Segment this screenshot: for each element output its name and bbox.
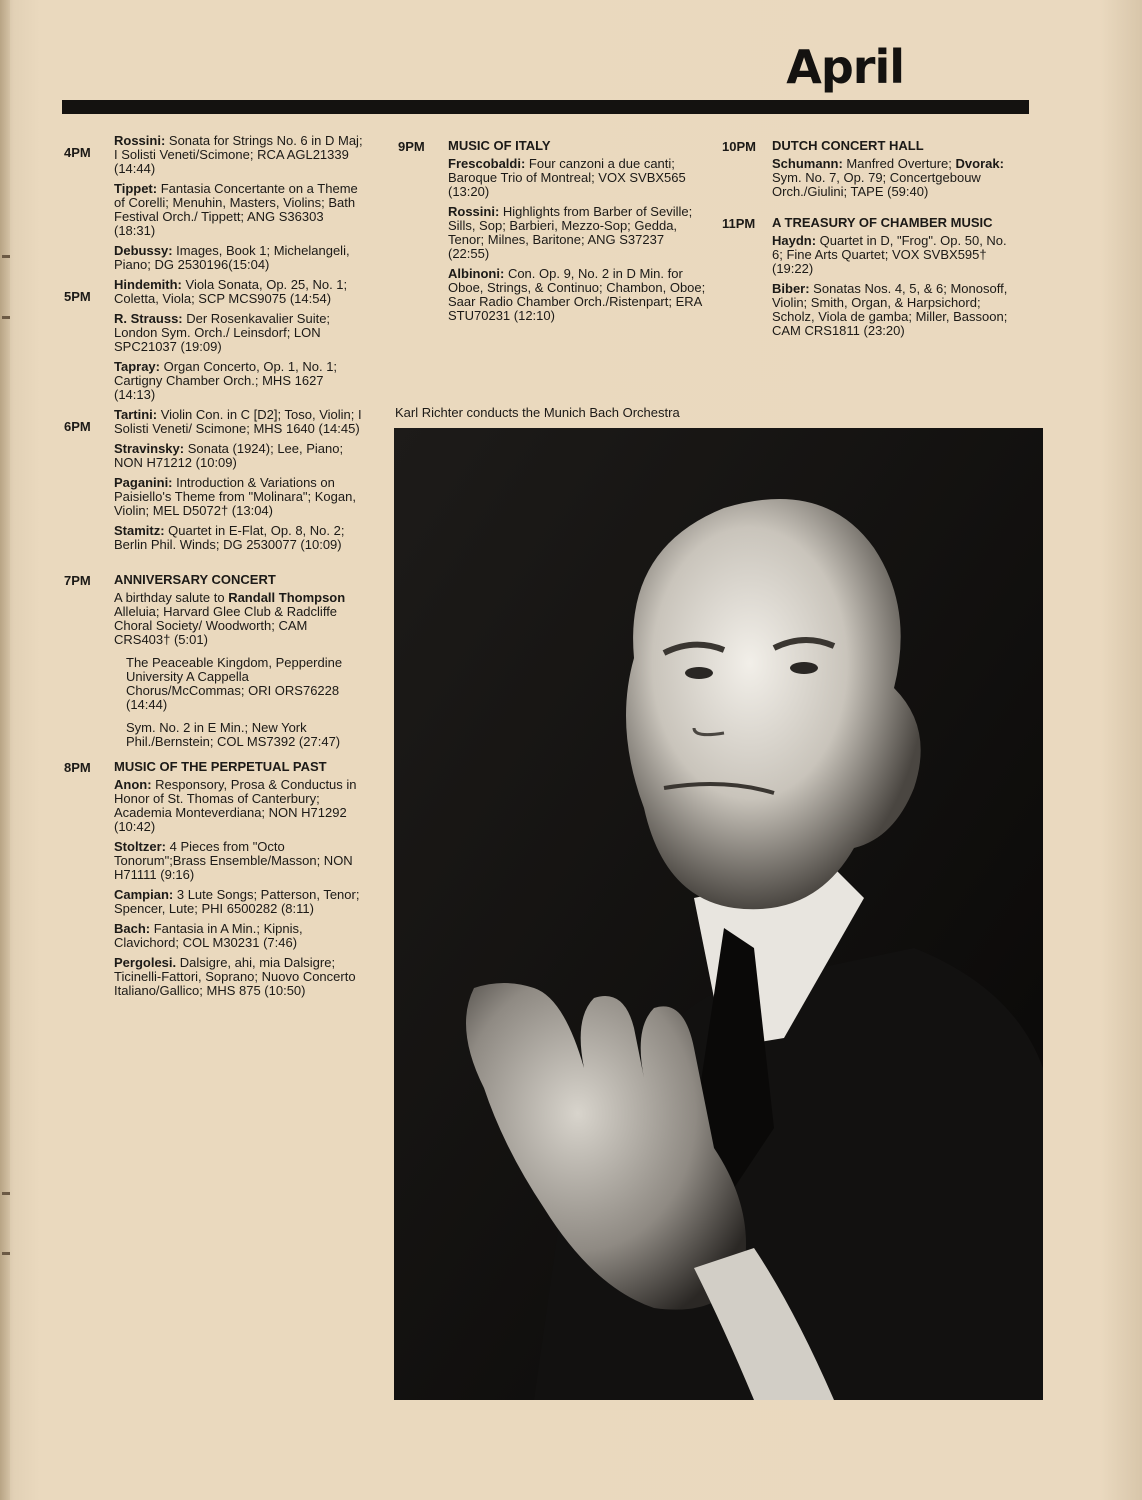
- schedule-column-1: [64, 128, 364, 1004]
- work-details: 4 Pieces from "Octo Tonorum";Brass Ensemble/Masson; NON H71111 (9:16): [114, 839, 353, 882]
- composer-name: Dvorak:: [955, 156, 1004, 171]
- work-details: Quartet in D, "Frog". Op. 50, No. 6; Fine Arts Quartet; VOX SVBX595† (19:22): [772, 233, 1007, 276]
- time-label: 5PM: [64, 289, 91, 304]
- schedule-column-3: [722, 128, 1014, 344]
- work-listing: [448, 205, 708, 261]
- composer-name: R. Strauss:: [114, 311, 183, 326]
- composer-name: Anon:: [114, 777, 152, 792]
- binding-gutter: [0, 0, 10, 1500]
- month-heading: April: [786, 40, 904, 94]
- photo-caption: Karl Richter conducts the Munich Bach Orchestra: [395, 405, 680, 420]
- work-details: Viola Sonata, Op. 25, No. 1; Coletta, Viola; SCP MCS9075 (14:54): [114, 277, 348, 306]
- work-listing: [772, 234, 1014, 276]
- work-listing: [114, 840, 364, 882]
- staple-mark: [2, 255, 10, 258]
- work-details: Highlights from Barber of Seville; Sills, Sop; Barbieri, Mezzo-Sop; Gedda, Tenor; Milnes, Baritone; ANG S37237 (22:55): [448, 204, 693, 261]
- work-details: Images, Book 1; Michelangeli, Piano; DG 2530196(15:04): [114, 243, 350, 272]
- time-label: 9PM: [398, 139, 425, 154]
- time-slot: [398, 128, 708, 323]
- time-label: 10PM: [722, 139, 756, 154]
- work-listing: [114, 134, 364, 176]
- program-title: MUSIC OF ITALY: [448, 138, 551, 153]
- composer-name: Stamitz:: [114, 523, 165, 538]
- work-listing: [114, 888, 364, 916]
- time-slot: [64, 562, 364, 749]
- work-details: Fantasia Concertante on a Theme of Corelli; Menuhin, Masters, Violins; Bath Festival Orch./ Tippett; ANG S36303 (18:31): [114, 181, 358, 238]
- work-details: Manfred Overture;: [842, 156, 956, 171]
- honoree-name: Randall Thompson: [228, 590, 346, 605]
- work-details: Con. Op. 9, No. 2 in D Min. for Oboe, Strings, & Continuo; Chambon, Oboe; Saar Radio Chamber Orch./Ristenpart; ERA STU70231 (12:10): [448, 266, 706, 323]
- work-listing: [114, 476, 364, 518]
- time-label: 6PM: [64, 419, 91, 434]
- composer-name: Tartini:: [114, 407, 158, 422]
- work-details: Sonatas Nos. 4, 5, & 6; Monosoff, Violin; Smith, Organ, & Harpsichord; Scholz, Viola de gamba; Miller, Bassoon; CAM CRS1811 (23:20): [772, 281, 1008, 338]
- composer-name: Stravinsky:: [114, 441, 185, 456]
- work-listing: [772, 157, 1014, 199]
- composer-name: Tapray:: [114, 359, 160, 374]
- work-details: 3 Lute Songs; Patterson, Tenor; Spencer, Lute; PHI 6500282 (8:11): [114, 887, 360, 916]
- composer-name: Haydn:: [772, 233, 817, 248]
- work-details: Fantasia in A Min.; Kipnis, Clavichord; COL M30231 (7:46): [114, 921, 303, 950]
- composer-name: Hindemith:: [114, 277, 182, 292]
- work-details: Quartet in E-Flat, Op. 8, No. 2; Berlin Phil. Winds; DG 2530077 (10:09): [114, 523, 345, 552]
- program-title: ANNIVERSARY CONCERT: [114, 572, 276, 587]
- work-details: Violin Con. in C [D2]; Toso, Violin; I Solisti Veneti/ Scimone; MHS 1640 (14:45): [114, 407, 362, 436]
- staple-mark: [2, 1252, 10, 1255]
- staple-mark: [2, 316, 10, 319]
- composer-name: Debussy:: [114, 243, 173, 258]
- conductor-portrait-image: [394, 428, 1043, 1400]
- work-details: Sonata for Strings No. 6 in D Maj; I Solisti Veneti/Scimone; RCA AGL21339 (14:44): [114, 133, 363, 176]
- composer-name: Rossini:: [448, 204, 500, 219]
- program-title: DUTCH CONCERT HALL: [772, 138, 924, 153]
- work-listing: [114, 278, 364, 306]
- work-listing: [114, 922, 364, 950]
- work-listing: [114, 956, 364, 998]
- program-intro: [114, 591, 364, 605]
- work-details: Four canzoni a due canti; Baroque Trio of Montreal; VOX SVBX565 (13:20): [448, 156, 686, 199]
- work-details: Responsory, Prosa & Conductus in Honor of St. Thomas of Canterbury; Academia Monteverdiana; NON H71292 (10:42): [114, 777, 357, 834]
- composer-name: Schumann:: [772, 156, 843, 171]
- composer-name: Biber:: [772, 281, 810, 296]
- schedule-column-2: [398, 128, 708, 329]
- time-slot: [64, 134, 364, 272]
- composer-name: Campian:: [114, 887, 174, 902]
- program-title: MUSIC OF THE PERPETUAL PAST: [114, 759, 327, 774]
- header-rule: [62, 100, 1029, 114]
- work-listing: [114, 182, 364, 238]
- work-listing: [114, 244, 364, 272]
- time-slot: [722, 128, 1014, 199]
- work-details: Dalsigre, ahi, mia Dalsigre; Ticinelli-Fattori, Soprano; Nuovo Concerto Italiano/Gallico; MHS 875 (10:50): [114, 955, 356, 998]
- work-listing: [114, 360, 364, 402]
- composer-name: Stoltzer:: [114, 839, 166, 854]
- program-title: A TREASURY OF CHAMBER MUSIC: [772, 215, 993, 230]
- work-listing: [448, 267, 708, 323]
- work-details: Introduction & Variations on Paisiello's Theme from "Molinara"; Kogan, Violin; MEL D5072† (13:04): [114, 475, 356, 518]
- work-listing: Sym. No. 2 in E Min.; New York Phil./Bernstein; COL MS7392 (27:47): [126, 720, 341, 749]
- work-listing: [114, 442, 364, 470]
- work-listing: [448, 157, 708, 199]
- time-slot: [64, 749, 364, 998]
- composer-name: Tippet:: [114, 181, 158, 196]
- intro-text: A birthday salute to: [114, 590, 229, 605]
- composer-name: Bach:: [114, 921, 151, 936]
- staple-mark: [2, 1192, 10, 1195]
- time-label: 8PM: [64, 760, 91, 775]
- conductor-photo: [394, 428, 1043, 1400]
- composer-name: Paganini:: [114, 475, 173, 490]
- work-listing: [114, 524, 364, 552]
- work-details: Sym. No. 7, Op. 79; Concertgebouw Orch./Giulini; TAPE (59:40): [772, 170, 981, 199]
- composer-name: Rossini:: [114, 133, 166, 148]
- work-listing: [772, 282, 1014, 338]
- time-label: 7PM: [64, 573, 91, 588]
- work-listing: The Peaceable Kingdom, Pepperdine University A Cappella Chorus/McCommas; ORI ORS76228 (14:44): [126, 655, 343, 712]
- work-details: Der Rosenkavalier Suite; London Sym. Orch./ Leinsdorf; LON SPC21037 (19:09): [114, 311, 331, 354]
- work-listing: [114, 778, 364, 834]
- work-details: Organ Concerto, Op. 1, No. 1; Cartigny Chamber Orch.; MHS 1627 (14:13): [114, 359, 338, 402]
- composer-name: Frescobaldi:: [448, 156, 526, 171]
- time-label: 4PM: [64, 145, 91, 160]
- time-slot: [722, 205, 1014, 338]
- composer-name: Albinoni:: [448, 266, 505, 281]
- work-listing: [114, 408, 364, 436]
- time-slot: [64, 408, 364, 552]
- time-slot: [64, 278, 364, 402]
- work-listing: Alleluia; Harvard Glee Club & Radcliffe Choral Society/ Woodworth; CAM CRS403† (5:01): [114, 604, 338, 647]
- composer-name: Pergolesi.: [114, 955, 177, 970]
- work-listing: [114, 312, 364, 354]
- time-label: 11PM: [722, 216, 756, 231]
- work-details: Sonata (1924); Lee, Piano; NON H71212 (10:09): [114, 441, 344, 470]
